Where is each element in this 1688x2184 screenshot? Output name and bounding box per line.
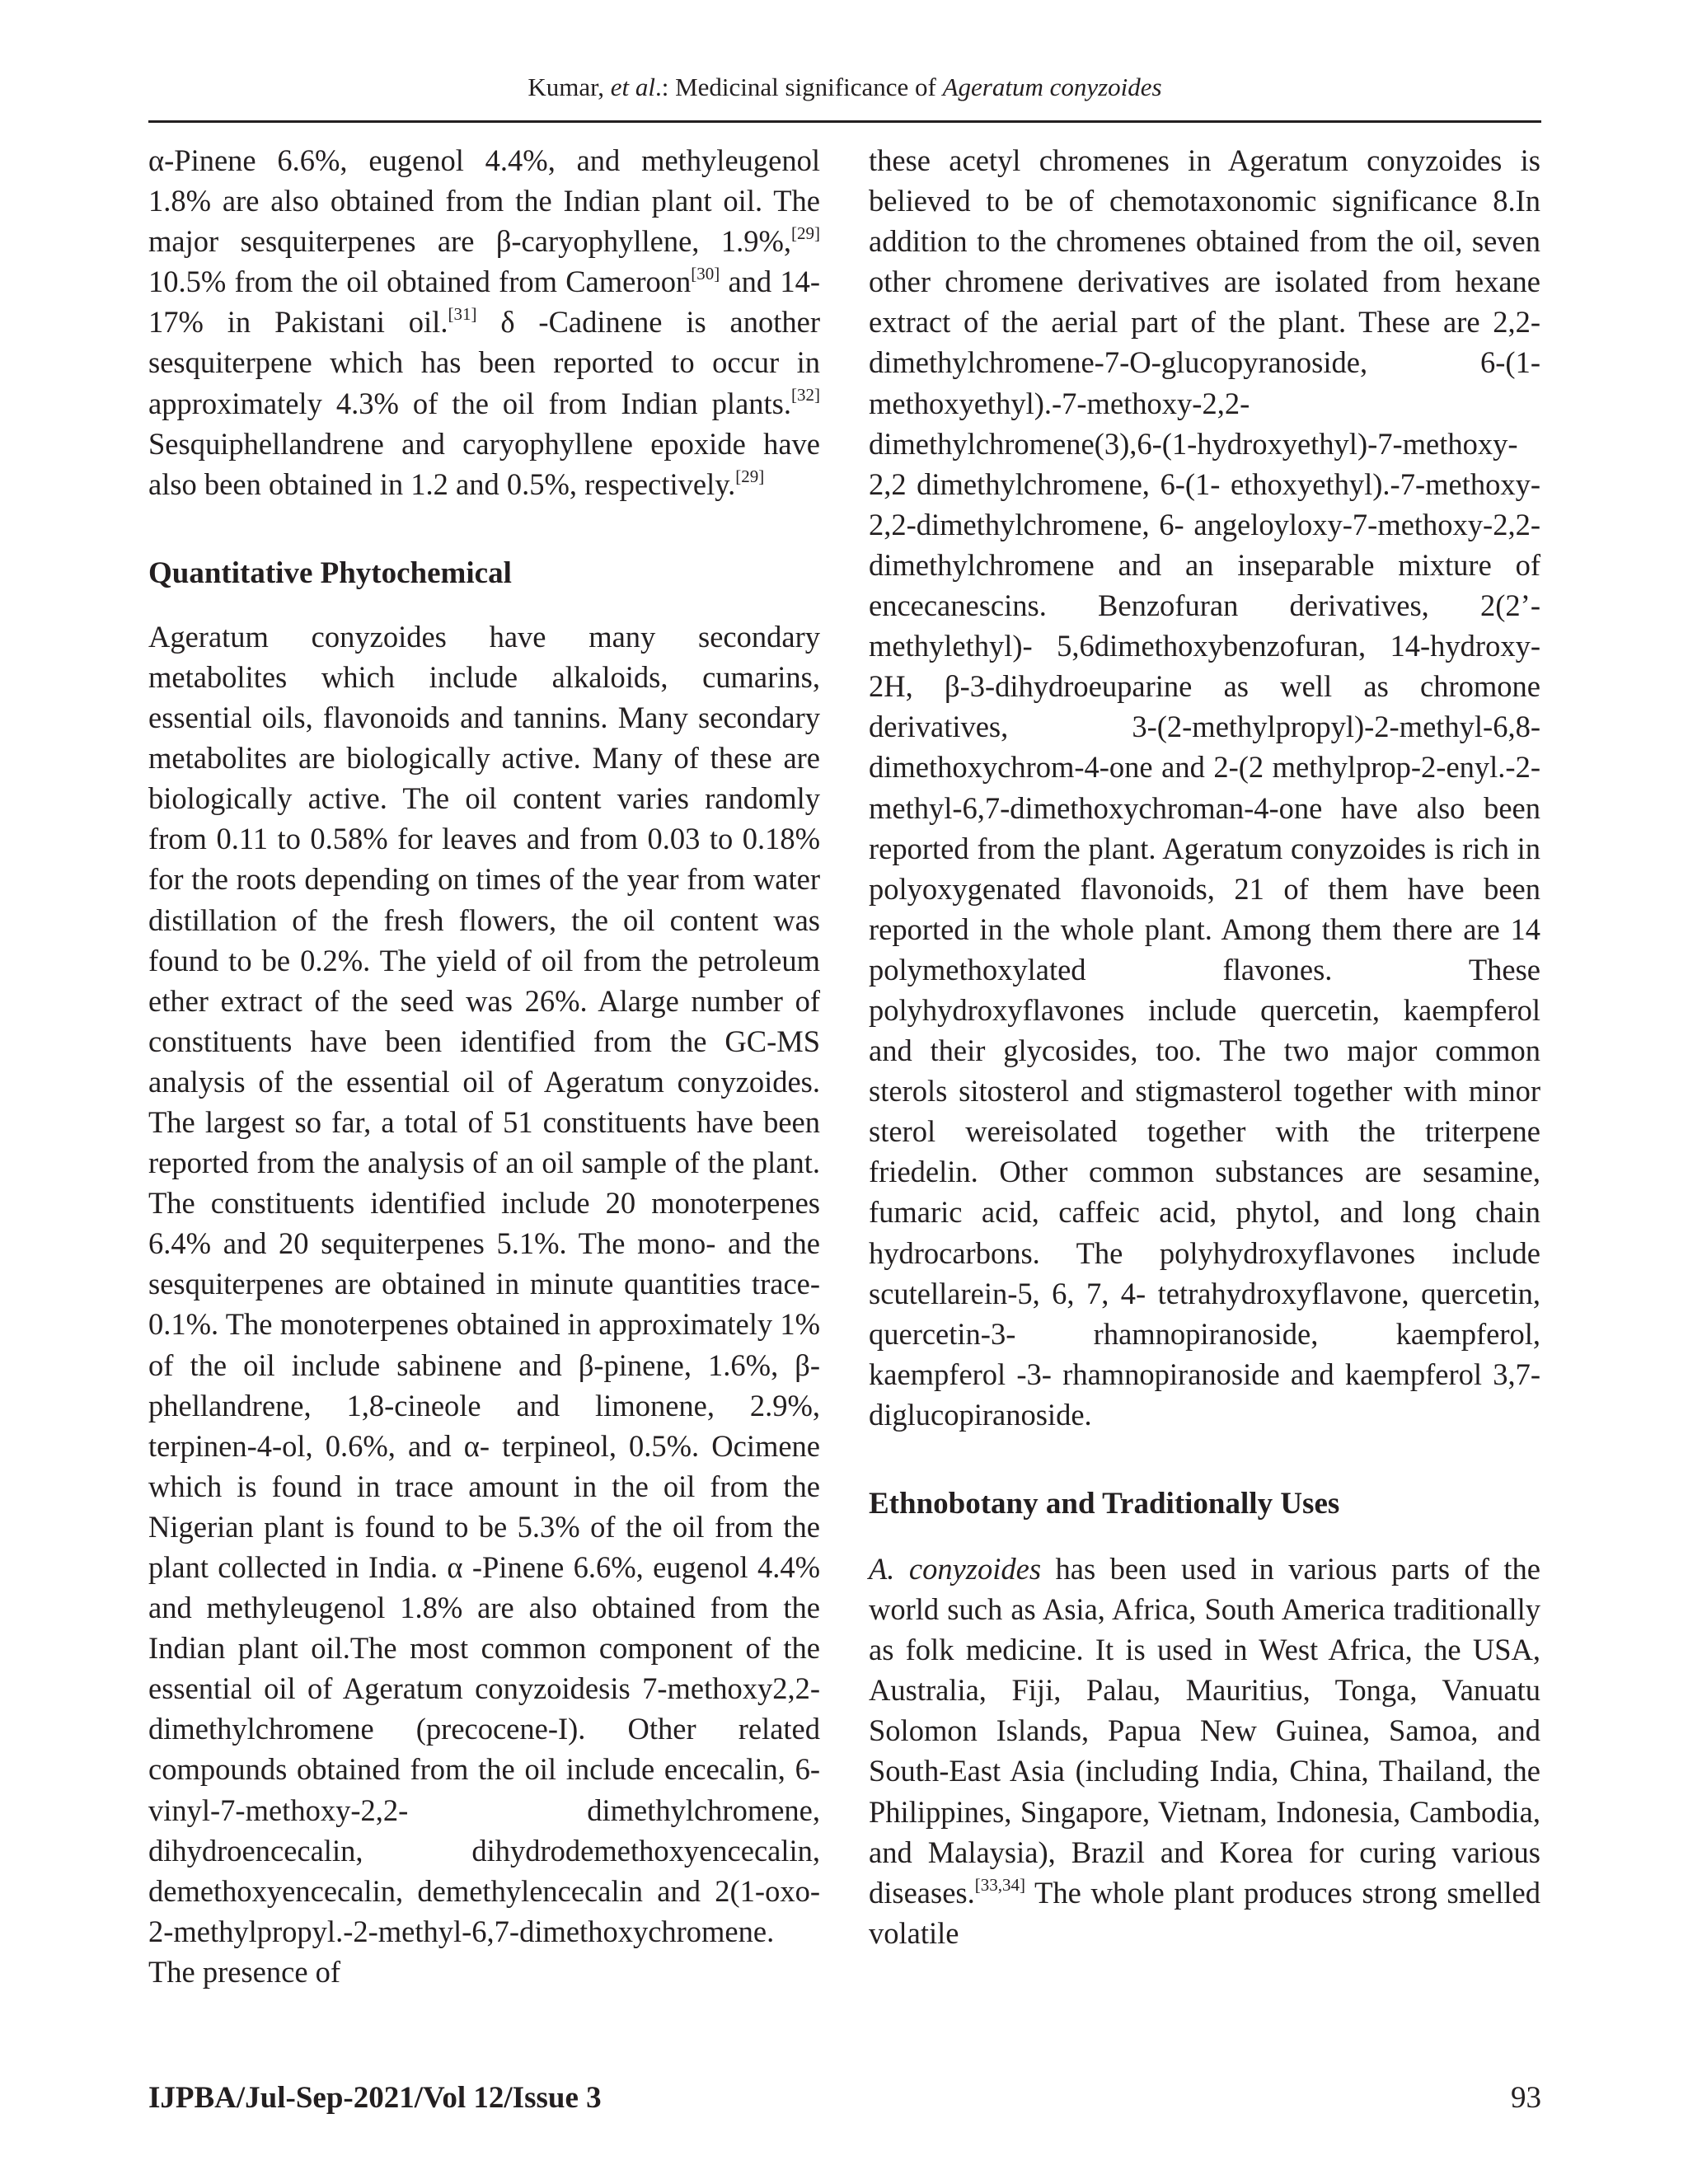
header-et-al: et al [610, 73, 655, 101]
citation-ref[interactable]: [29] [735, 466, 765, 486]
left-column [148, 140, 820, 1992]
text-run: The whole plant produces strong smelled volatile [869, 1875, 1540, 1950]
header-authors: Kumar, [528, 73, 611, 101]
text-run: has been used in various parts of the world such as Asia, Africa, South America traditionally as folk medicine. It is used in West Africa, the USA, Australia, Fiji, Palau, Mauritius, Tonga, Vanuatu Solomon Islands, Papua New Guinea, Samoa, and South-East Asia (including India, China, Thailand, the Philippines, Singapore, Vietnam, Indonesia, Cambodia, and Malaysia), Brazil and Korea for curing various diseases. [869, 1552, 1541, 1910]
header-species: Ageratum conyzoides [942, 73, 1162, 101]
right-column [869, 140, 1540, 1953]
citation-ref[interactable]: [30] [691, 264, 720, 284]
text-run: 10.5% from the oil obtained from Cameroon [148, 265, 692, 299]
section-heading-ethnobotany: Ethnobotany and Traditionally Uses [869, 1487, 1340, 1521]
running-head [148, 71, 1541, 104]
right-paragraph-2 [869, 1549, 1540, 1953]
footer-journal-info: IJPBA/Jul-Sep-2021/Vol 12/Issue 3 [148, 2081, 602, 2115]
text-run: and 14-17% in Pakistani oil. [148, 265, 821, 340]
right-paragraph-1: these acetyl chromenes in Ageratum conyzoides is believed to be of chemotaxonomic significance 8.In addition to the chromenes obtained from the oil, seven other chromene derivatives are isolated from hexane extract of the aerial part of the plant. These are 2,2- dimethylchromene-7-O-glucopyranoside, 6-(1- methoxyethyl).-7-methoxy-2,2-dimethylchromene(3),6-(1-hydroxyethyl)-7-methoxy-2,2 dimethylchromene, 6-(1- ethoxyethyl).-7-methoxy-2,2-dimethylchromene, 6- angeloyloxy-7-methoxy-2,2-dimethylchromene and an inseparable mixture of encecanescins. Benzofuran derivatives, 2(2’-methylethyl)- 5,6dimethoxybenzofuran, 14-hydroxy-2H, β-3-dihydroeuparine as well as chromone derivatives, 3-(2-methylpropyl)-2-methyl-6,8- dimethoxychrom-4-one and 2-(2 methylprop-2-enyl.-2- methyl-6,7-dimethoxychroman-4-one have also been reported from the plant. Ageratum conyzoides is rich in polyoxygenated flavonoids, 21 of them have been reported in the whole plant. Among them there are 14 polymethoxylated flavones. These polyhydroxyflavones include quercetin, kaempferol and their glycosides, too. The two major common sterols sitosterol and stigmasterol together with minor sterol wereisolated together with the triterpene friedelin. Other common substances are sesamine, fumaric acid, caffeic acid, phytol, and long chain hydrocarbons. The polyhydroxyflavones include scutellarein-5, 6, 7, 4- tetrahydroxyflavone, quercetin, quercetin-3- rhamnopiranoside, kaempferol, kaempferol -3- rhamnopiranoside and kaempferol 3,7- diglucopiranoside. [869, 143, 1540, 1432]
left-paragraph-2: Ageratum conyzoides have many secondary metabolites which include alkaloids, cumarins, essential oils, flavonoids and tannins. Many secondary metabolites are biologically active. Many of these are biologically active. The oil content varies randomly from 0.11 to 0.58% for leaves and from 0.03 to 0.18% for the roots depending on times of the year from water distillation of the fresh flowers, the oil content was found to be 0.2%. The yield of oil from the petroleum ether extract of the seed was 26%. Alarge number of constituents have been identified from the GC-MS analysis of the essential oil of Ageratum conyzoides. The largest so far, a total of 51 constituents have been reported from the analysis of an oil sample of the plant. The constituents identified include 20 monoterpenes 6.4% and 20 sequiterpenes 5.1%. The mono- and the sesquiterpenes are obtained in minute quantities trace-0.1%. The monoterpenes obtained in approximately 1% of the oil include sabinene and β-pinene, 1.6%, β-phellandrene, 1,8-cineole and limonene, 2.9%, terpinen-4-ol, 0.6%, and α- terpineol, 0.5%. Ocimene which is found in trace amount in the oil from the Nigerian plant is found to be 5.3% of the oil from the plant collected in India. α -Pinene 6.6%, eugenol 4.4% and methyleugenol 1.8% are also obtained from the Indian plant oil.The most common component of the essential oil of Ageratum conyzoidesis 7-methoxy2,2- dimethylchromene (precocene-I). Other related compounds obtained from the oil include encecalin, 6-vinyl-7-methoxy-2,2- dimethylchromene, dihydroencecalin, dihydrodemethoxyencecalin, demethoxyencecalin, demethylencecalin and 2(1-oxo-2-methylpropyl.-2-methyl-6,7-dimethoxychromene. The presence of [148, 619, 820, 1989]
header-rule [148, 120, 1541, 123]
text-run: Sesquiphellandrene and caryophyllene epoxide have also been obtained in 1.2 and 0.5%, respectively. [148, 426, 820, 501]
left-paragraph-1 [148, 140, 820, 504]
citation-ref[interactable]: [32] [791, 385, 820, 405]
citation-ref[interactable]: [33,34] [974, 1874, 1025, 1895]
footer-page-number: 93 [1511, 2081, 1541, 2115]
citation-ref[interactable]: [31] [448, 304, 477, 325]
section-heading-quantitative-phytochemical: Quantitative Phytochemical [148, 555, 512, 590]
header-separator: .: Medicinal significance of [654, 73, 943, 101]
species-name: A. conyzoides [869, 1552, 1042, 1586]
citation-ref[interactable]: [29] [791, 223, 820, 244]
text-run: δ -Cadinene is another sesquiterpene which has been reported to occur in approximately 4.3% of the oil from Indian plants. [148, 305, 820, 420]
text-run: α-Pinene 6.6%, eugenol 4.4%, and methyleugenol 1.8% are also obtained from the Indian plant oil. The major sesquiterpenes are β-caryophyllene, 1.9%, [148, 143, 820, 259]
